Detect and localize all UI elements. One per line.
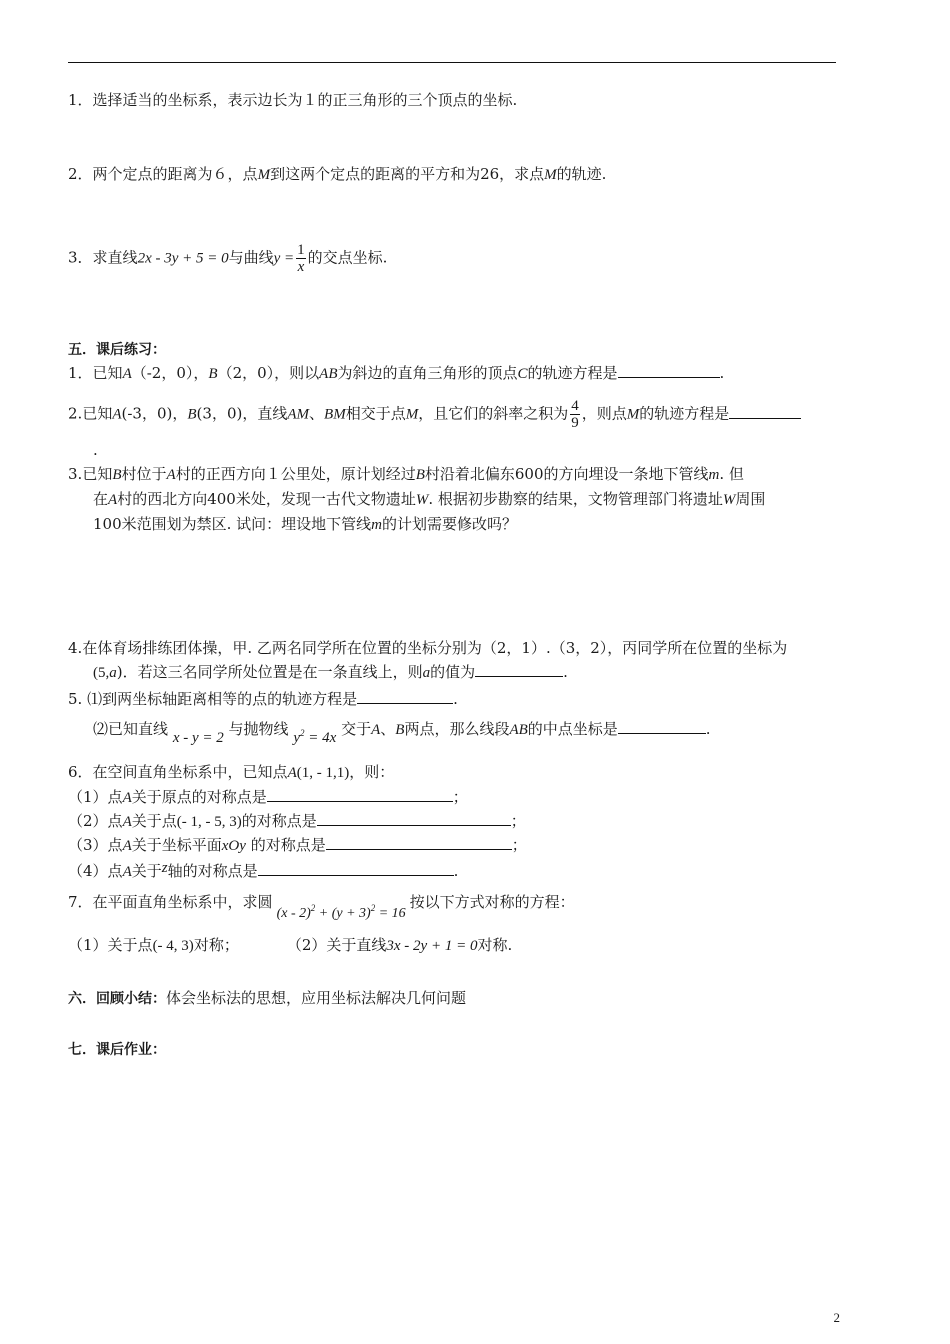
point: (- 4, 3) <box>152 938 194 954</box>
sub-label: （2） <box>286 936 327 954</box>
text: 村位于 <box>121 465 167 483</box>
var: A <box>287 765 297 781</box>
section-6 <box>68 988 466 1009</box>
text: . 但 <box>719 465 744 483</box>
text: 按以下方式对称的方程： <box>409 893 575 911</box>
var: m <box>708 467 720 483</box>
denominator: x <box>297 259 305 275</box>
text: 的交点坐标. <box>307 248 388 267</box>
var: y <box>293 730 300 746</box>
question-2 <box>68 164 606 185</box>
var: a <box>109 665 117 681</box>
text: 交于 <box>341 720 372 738</box>
numerator: 4 <box>571 398 579 414</box>
answer-blank[interactable] <box>618 719 706 734</box>
question-number: 2. <box>68 404 83 423</box>
text: . <box>719 364 725 382</box>
text: 的轨迹方程是 <box>527 364 618 382</box>
text: 的轨迹方程是 <box>639 404 730 423</box>
section-6-title: 六．回顾小结： <box>68 991 166 1007</box>
point: (- 1, - 5, 3) <box>176 814 242 830</box>
practice-2 <box>68 398 801 431</box>
text: ； <box>510 812 526 830</box>
text: （2，0），则以 <box>217 364 320 382</box>
text: 点 <box>107 836 123 854</box>
text: (-3，0)， <box>121 404 188 423</box>
var: AB <box>509 722 528 738</box>
sub-label: （1） <box>68 788 108 806</box>
line-equation: 2x - 3y + 5 = 0 <box>137 250 229 267</box>
sub-label: （1） <box>68 936 108 954</box>
plane: xOy <box>221 838 246 854</box>
practice-4-line-1 <box>68 638 787 658</box>
header-rule <box>68 62 836 63</box>
practice-7 <box>68 888 575 921</box>
text: 已知 <box>92 364 123 382</box>
text: . <box>453 690 458 708</box>
var: BM <box>324 406 346 423</box>
text: 已知 <box>82 465 113 483</box>
text: 村的西北方向400米处，发现一古代文物遗址 <box>117 490 416 508</box>
circle-equation <box>276 903 406 921</box>
text: 的值为 <box>430 663 476 681</box>
text: 相交于点 <box>345 404 406 423</box>
question-number: 5. <box>68 690 83 708</box>
var: B <box>187 406 197 423</box>
text: 在平面直角坐标系中，求圆 <box>92 893 273 911</box>
var: B <box>208 366 218 382</box>
page-number: 2 <box>833 1310 840 1325</box>
sub-label: （2） <box>68 812 108 830</box>
answer-blank[interactable] <box>618 363 720 378</box>
text: 的中点坐标是 <box>527 720 618 738</box>
question-number: 7． <box>68 893 93 911</box>
exponent: 2 <box>300 728 305 738</box>
var: B <box>415 467 425 483</box>
axis: z <box>161 860 168 876</box>
sub-label: （3） <box>68 836 108 854</box>
var: AB <box>319 366 338 382</box>
practice-6-item-4 <box>68 861 458 882</box>
text: . <box>705 720 711 738</box>
text: 关于直线 <box>326 936 387 954</box>
question-number: 4. <box>68 639 83 657</box>
denominator: 9 <box>571 415 579 431</box>
line-equation: x - y = 2 <box>172 730 224 746</box>
var: A <box>166 467 176 483</box>
sub-label: ⑵ <box>93 720 109 738</box>
text: 村的正西方向１公里处，原计划经过 <box>175 465 416 483</box>
question-number: 3. <box>68 465 83 483</box>
text: ； <box>452 788 468 806</box>
var: A <box>122 838 132 854</box>
term: (x - 2) <box>276 906 311 921</box>
question-3 <box>68 242 387 275</box>
question-number: 1． <box>68 364 93 382</box>
question-number: 1． <box>68 91 93 109</box>
practice-6-item-1 <box>68 787 468 808</box>
practice-3-line-2 <box>93 489 765 510</box>
text: 对称； <box>193 936 239 954</box>
var: M <box>405 406 419 423</box>
text: 、 <box>380 720 396 738</box>
text: 在 <box>93 490 109 508</box>
practice-4-line-2 <box>93 662 568 683</box>
var: = 4x <box>308 730 337 746</box>
var: C <box>517 366 528 382</box>
var: M <box>544 167 557 183</box>
text: 点 <box>107 862 123 880</box>
question-number: 2． <box>68 165 93 183</box>
text: )．若这三名同学所处位置是在一条直线上，则 <box>116 663 423 681</box>
var: a <box>422 665 431 681</box>
fraction <box>570 398 580 431</box>
text: 的对称点是 <box>241 812 317 830</box>
parabola-equation <box>293 730 336 746</box>
var: m <box>371 517 383 533</box>
var: W <box>415 492 429 508</box>
text: ，则点 <box>581 404 627 423</box>
text: 点 <box>107 788 123 806</box>
text: 、 <box>309 404 325 423</box>
text: 的对称点是 <box>250 836 326 854</box>
term: = 16 <box>378 906 406 921</box>
text: 已知 <box>82 404 113 423</box>
text: 100米范围划为禁区. 试问：埋设地下管线 <box>93 515 372 533</box>
text: . 根据初步勘察的结果，文物管理部门将遗址 <box>428 490 723 508</box>
var: A <box>122 366 132 382</box>
text: 的轨迹. <box>556 165 607 183</box>
answer-blank[interactable] <box>317 811 511 826</box>
practice-5-part-1 <box>68 689 458 709</box>
var: AM <box>287 406 310 423</box>
answer-blank[interactable] <box>258 861 454 876</box>
text: 在空间直角坐标系中，已知点 <box>92 763 288 781</box>
var: A <box>122 864 132 880</box>
practice-7-options <box>68 935 512 956</box>
answer-blank[interactable] <box>326 835 512 850</box>
section-7-title: 七．课后作业： <box>68 1042 166 1058</box>
answer-blank[interactable] <box>267 787 453 802</box>
practice-6-item-3 <box>68 835 527 856</box>
text: 村沿着北偏东600的方向埋设一条地下管线 <box>424 465 709 483</box>
var: M <box>626 406 640 423</box>
practice-3-line-3 <box>93 514 517 535</box>
text: 在体育场排练团体操，甲. 乙两名同学所在位置的坐标分别为（2，1）.（3，2），丙同学所在位置的坐标为 <box>82 639 788 657</box>
var: M <box>257 167 271 183</box>
practice-6-item-2 <box>68 811 526 832</box>
var: B <box>395 722 405 738</box>
text: (5, <box>93 665 110 681</box>
point: (1, - 1,1) <box>296 765 350 781</box>
sub-label: （4） <box>68 862 108 880</box>
text: 关于坐标平面 <box>131 836 222 854</box>
question-text: 选择适当的坐标系，表示边长为１的正三角形的三个顶点的坐标. <box>92 91 518 109</box>
text: 关于 <box>131 862 162 880</box>
answer-blank[interactable] <box>357 689 453 704</box>
var: A <box>371 722 381 738</box>
text: (3，0)，直线 <box>196 404 288 423</box>
text: ，则： <box>349 763 395 781</box>
practice-5-part-2 <box>93 715 711 746</box>
numerator: 1 <box>297 242 305 258</box>
answer-blank[interactable] <box>475 662 563 677</box>
text: 对称. <box>477 936 513 954</box>
fraction <box>296 242 306 275</box>
term: + (y + 3) <box>318 906 371 921</box>
exponent: 2 <box>370 903 376 913</box>
var: A <box>108 492 118 508</box>
line-equation: 3x - 2y + 1 = 0 <box>386 938 478 954</box>
text: 的计划需要修改吗？ <box>382 515 518 533</box>
question-1 <box>68 90 517 110</box>
text: 与抛物线 <box>228 720 289 738</box>
text: 关于点 <box>107 936 153 954</box>
sub-label: ⑴ <box>87 690 103 708</box>
curve-lhs: y = <box>273 250 295 267</box>
exponent: 2 <box>310 903 316 913</box>
text: ，且它们的斜率之积为 <box>418 404 569 423</box>
text: . <box>453 862 459 880</box>
answer-blank[interactable] <box>729 404 801 419</box>
text: 与曲线 <box>228 248 274 267</box>
text: . <box>563 663 568 681</box>
var: B <box>112 467 122 483</box>
practice-6 <box>68 762 394 783</box>
text: 到两坐标轴距离相等的点的轨迹方程是 <box>102 690 358 708</box>
var: A <box>122 814 132 830</box>
var: A <box>112 406 122 423</box>
practice-2-end: . <box>93 441 98 459</box>
text: ； <box>511 836 527 854</box>
question-number: 3． <box>68 248 93 267</box>
section-6-text: 体会坐标法的思想，应用坐标法解决几何问题 <box>166 989 467 1007</box>
var: W <box>722 492 736 508</box>
text: 两点，那么线段 <box>404 720 510 738</box>
text: 为斜边的直角三角形的顶点 <box>337 364 518 382</box>
text: 到这两个定点的距离的平方和为26，求点 <box>270 165 545 183</box>
section-5-title: 五．课后练习： <box>68 342 166 358</box>
text: 两个定点的距离为６，点 <box>92 165 258 183</box>
question-number: 6． <box>68 763 93 781</box>
practice-1 <box>68 363 724 384</box>
var: A <box>122 790 132 806</box>
text: 关于原点的对称点是 <box>131 788 267 806</box>
text: 轴的对称点是 <box>167 862 258 880</box>
practice-3-line-1 <box>68 464 744 485</box>
text: （-2，0）， <box>131 364 209 382</box>
text: 周围 <box>735 490 766 508</box>
text: 点 <box>107 812 123 830</box>
text: 关于点 <box>131 812 177 830</box>
text: 已知直线 <box>108 720 169 738</box>
text: 求直线 <box>92 248 138 267</box>
